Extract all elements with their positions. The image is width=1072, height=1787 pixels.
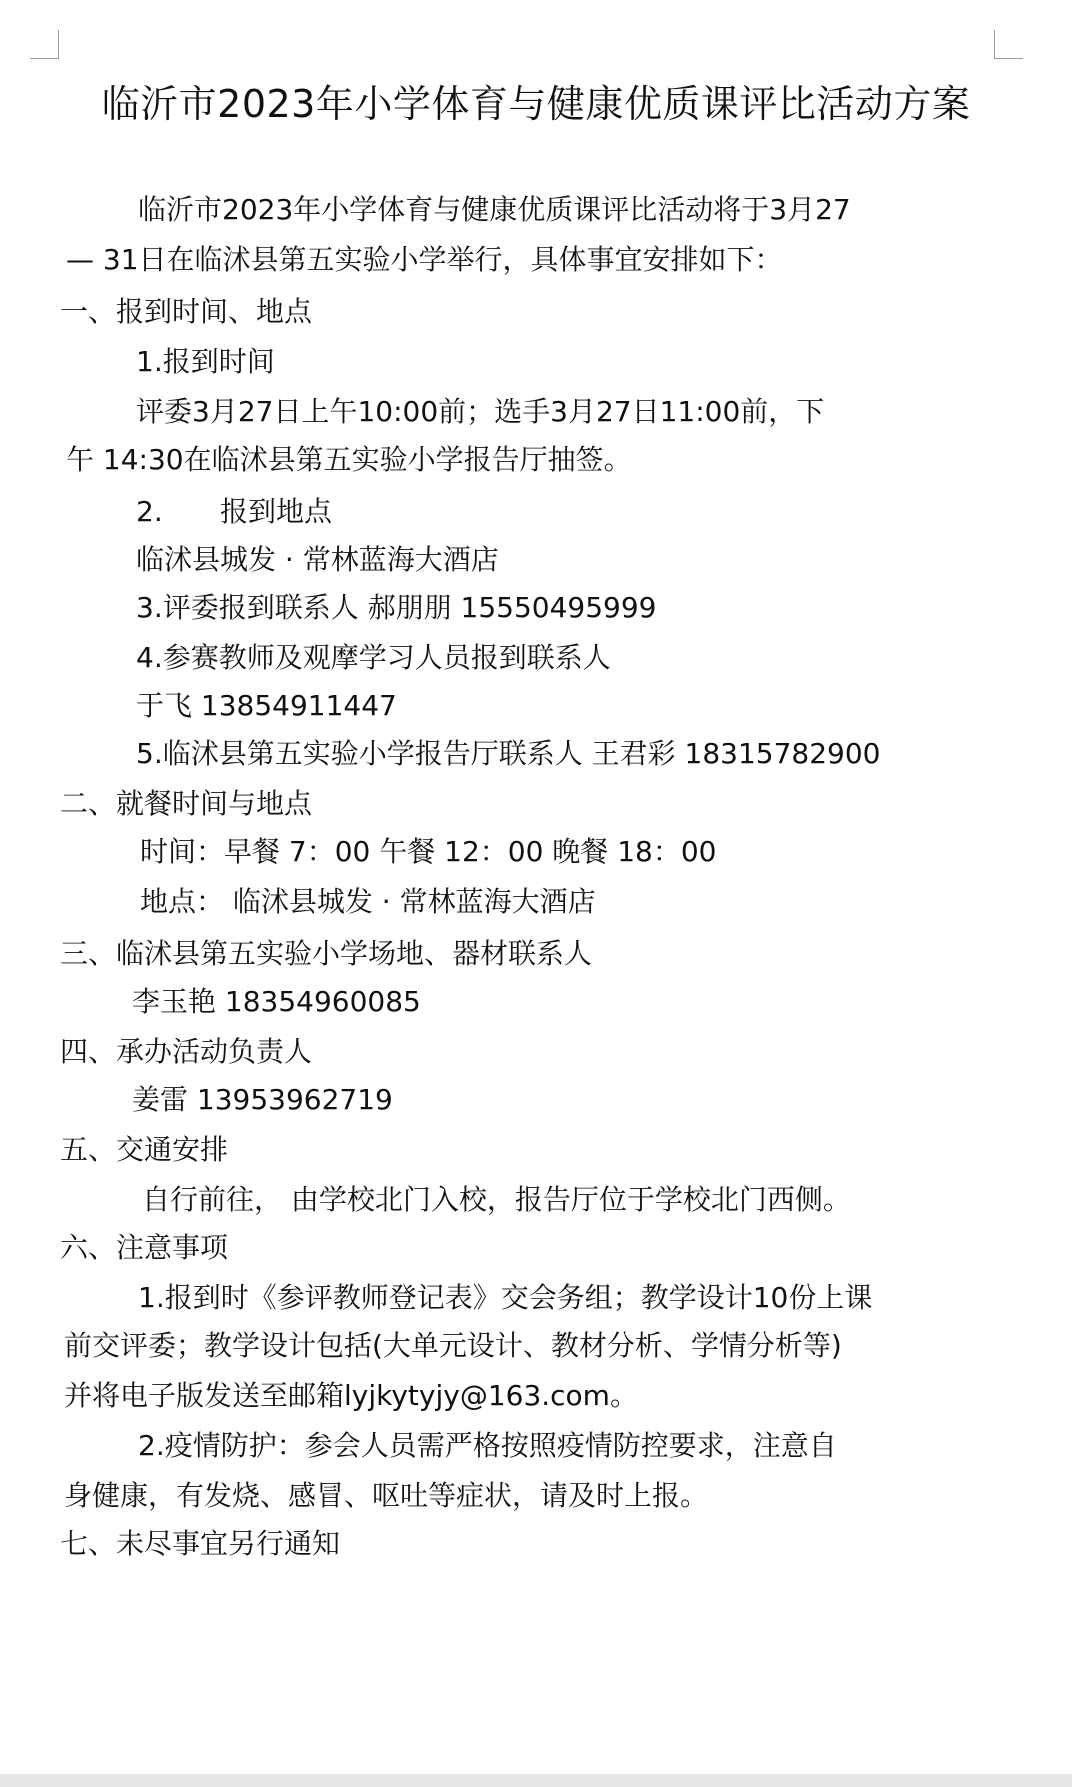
checkin-place-text: 临沭县城发 · 常林蓝海大酒店 — [136, 543, 499, 576]
section-2-heading: 二、就餐时间与地点 — [60, 787, 313, 820]
section-6-heading: 六、注意事项 — [60, 1231, 229, 1264]
notice-1-line-1: 1.报到时《参评教师登记表》交会务组；教学设计10份上课 — [138, 1281, 873, 1314]
checkin-place-number: 2. — [136, 495, 163, 528]
organizer-contact: 姜雷 13953962719 — [132, 1083, 393, 1116]
notice-1-line-3: 并将电子版发送至邮箱lyjkytyjy@163.com。 — [64, 1379, 638, 1412]
crop-mark-top-right — [994, 30, 1023, 59]
hall-contact: 5.临沭县第五实验小学报告厅联系人 王君彩 18315782900 — [136, 737, 881, 770]
notice-1-line-2: 前交评委；教学设计包括(大单元设计、教材分析、学情分析等) — [64, 1329, 842, 1362]
notice-2-line-2: 身健康，有发烧、感冒、呕吐等症状，请及时上报。 — [64, 1479, 709, 1512]
section-1-heading: 一、报到时间、地点 — [60, 295, 313, 328]
intro-line-2: — 31日在临沭县第五实验小学举行，具体事宜安排如下： — [66, 243, 783, 276]
document-title: 临沂市2023年小学体育与健康优质课评比活动方案 — [101, 82, 971, 126]
page-bottom-edge — [0, 1774, 1072, 1787]
transport-text: 自行前往， 由学校北门入校，报告厅位于学校北门西侧。 — [142, 1183, 851, 1216]
checkin-time-line-2: 午 14:30在临沭县第五实验小学报告厅抽签。 — [66, 443, 632, 476]
notice-2-line-1: 2.疫情防护：参会人员需严格按照疫情防控要求，注意自 — [138, 1429, 837, 1462]
section-3-heading: 三、临沭县第五实验小学场地、器材联系人 — [60, 937, 593, 970]
judge-contact: 3.评委报到联系人 郝朋朋 15550495999 — [136, 591, 657, 624]
teacher-contact-title: 4.参赛教师及观摩学习人员报到联系人 — [136, 641, 611, 674]
section-7-heading: 七、未尽事宜另行通知 — [60, 1527, 341, 1560]
checkin-place-title: 报到地点 — [220, 495, 333, 528]
section-5-heading: 五、交通安排 — [60, 1133, 229, 1166]
venue-contact: 李玉艳 18354960085 — [132, 985, 421, 1018]
meal-time: 时间：早餐 7：00 午餐 12：00 晚餐 18：00 — [140, 835, 717, 868]
checkin-time-line-1: 评委3月27日上午10:00前；选手3月27日11:00前，下 — [136, 395, 825, 428]
teacher-contact: 于飞 13854911447 — [136, 689, 397, 722]
intro-line-1: 临沂市2023年小学体育与健康优质课评比活动将于3月27 — [138, 193, 851, 226]
section-4-heading: 四、承办活动负责人 — [60, 1035, 313, 1068]
checkin-time-title: 1.报到时间 — [136, 345, 275, 378]
meal-place: 地点： 临沭县城发 · 常林蓝海大酒店 — [140, 885, 596, 918]
crop-mark-top-left — [30, 30, 59, 59]
